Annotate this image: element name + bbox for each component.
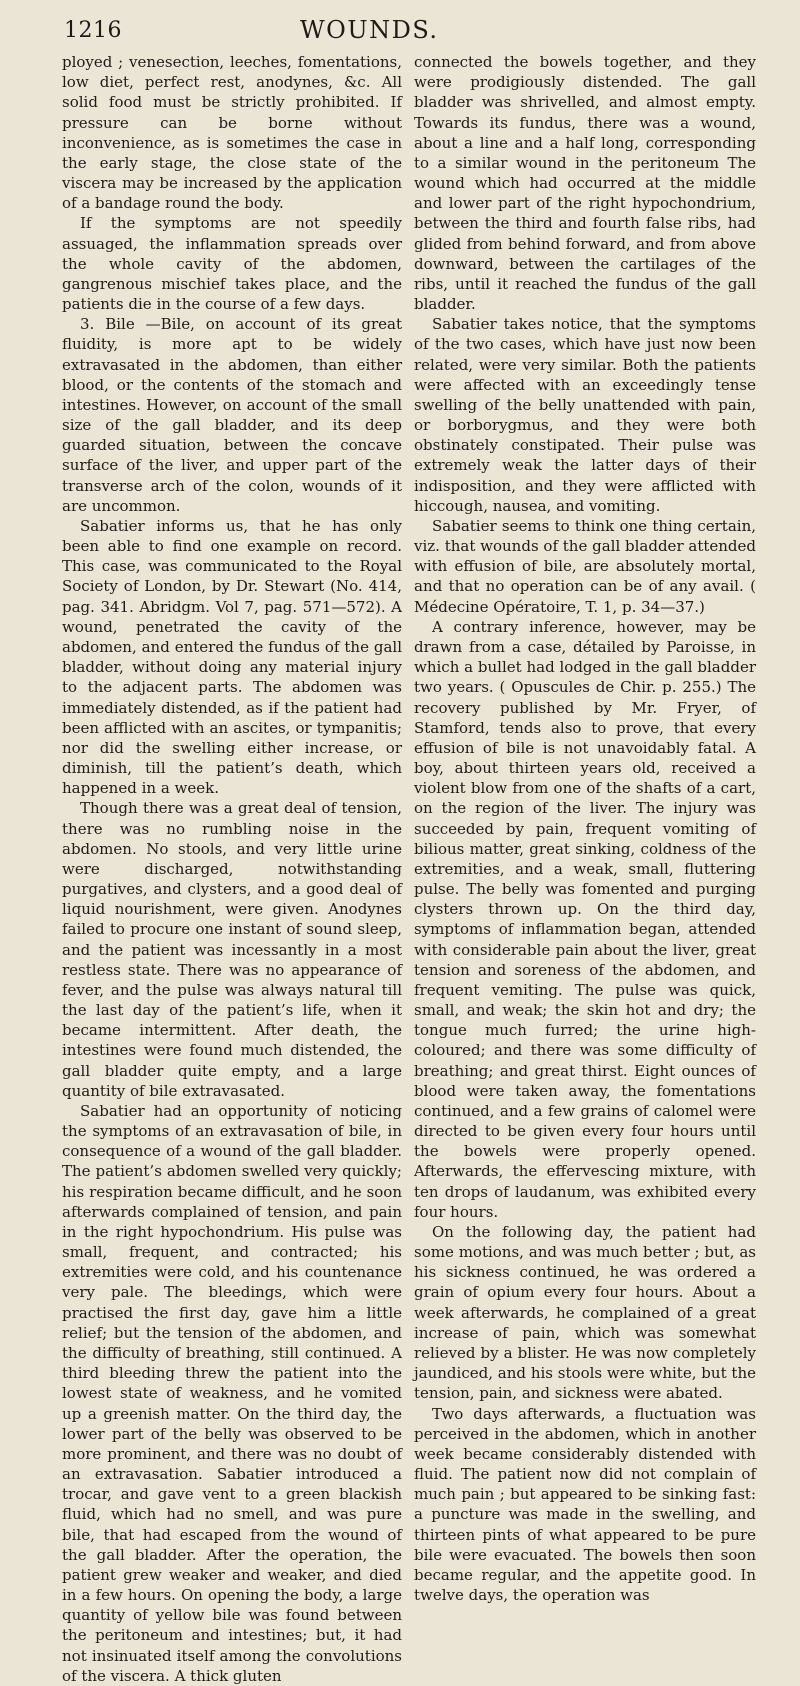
paragraph: Sabatier informs us, that he has only been able to find one example on record. This case, was communicated to the Royal Society of London, by Dr. Stewart (No. 414, pag. 341. Abridgm. Vol 7, pag. 571—572). A wound, penetrated the cavity of the abdomen, and entered the fundus of the gall bladder, without doing any material injury to the adjacent parts. The abdomen was immediately distended, as if the patient had been afflicted with an ascites, or tympanitis; nor did the swelling either increase, or diminish, till the patient’s death, which happened in a week.: [62, 516, 402, 798]
paragraph: Sabatier seems to think one thing certain, viz. that wounds of the gall bladder attended with effusion of bile, are absolutely mortal, and that no operation can be of any avail. ( Médecine Opératoire, T. 1, p. 34—37.): [414, 516, 756, 616]
page-number: 1216: [64, 18, 122, 43]
paragraph: If the symptoms are not speedily assuaged, the inflammation spreads over the whole cavity of the abdomen, gangrenous mischief takes place, and the patients die in the course of a few days.: [62, 214, 402, 314]
paragraph: ployed ; venesection, leeches, fomentations, low diet, perfect rest, anodynes, &c. All solid food must be strictly prohibited. If pressure can be borne without inconvenience, as is sometimes the case in the early stage, the close state of the viscera may be increased by the application of a bandage round the body.: [62, 53, 402, 213]
paragraph: connected the bowels together, and they were prodigiously distended. The gall bladder was shrivelled, and almost empty. Towards its fundus, there was a wound, about a line and a half long, corresponding to a similar wound in the peritoneum The wound which had occurred at the middle and lower part of the right hypochondrium, between the third and fourth false ribs, had glided from behind forward, and from above downward, between the cartilages of the ribs, until it reached the fundus of the gall bladder.: [414, 53, 756, 314]
right-column: [414, 52, 756, 1605]
paragraph: 3. Bile —Bile, on account of its great fluidity, is more apt to be widely extravasated in the abdomen, than either blood, or the contents of the stomach and intestines. However, on account of the small size of the gall bladder, and its deep guarded situation, between the concave surface of the liver, and upper part of the transverse arch of the colon, wounds of it are uncommon.: [62, 315, 402, 515]
left-column: [62, 52, 402, 1686]
paragraph: Two days afterwards, a fluctuation was perceived in the abdomen, which in another week became considerably distended with fluid. The patient now did not complain of much pain ; but appeared to be sinking fast: a puncture was made in the swelling, and thirteen pints of what appeared to be pure bile were evacuated. The bowels then soon became regular, and the appetite good. In twelve days, the operation was: [414, 1404, 756, 1605]
page-header: [0, 6, 800, 50]
paragraph: Sabatier takes notice, that the symptoms of the two cases, which have just now been related, were very similar. Both the patients were affected with an exceedingly tense swelling of the belly unattended with pain, or borborygmus, and they were both obstinately constipated. Their pulse was extremely weak the latter days of their indisposition, and they were afflicted with hiccough, nausea, and vomiting.: [414, 315, 756, 515]
running-head: WOUNDS.: [300, 16, 439, 44]
paragraph: On the following day, the patient had some motions, and was much better ; but, as his sickness continued, he was ordered a grain of opium every four hours. About a week afterwards, he complained of a great increase of pain, which was somewhat relieved by a blister. He was now completely jaundiced, and his stools were white, but the tension, pain, and sickness were abated.: [414, 1222, 756, 1403]
paragraph: Though there was a great deal of tension, there was no rumbling noise in the abdomen. No stools, and very little urine were discharged, notwithstanding purgatives, and clysters, and a good deal of liquid nourishment, were given. Anodynes failed to procure one instant of sound sleep, and the patient was incessantly in a most restless state. There was no appearance of fever, and the pulse was always natural till the last day of the patient’s life, when it became intermittent. After death, the intestines were found much distended, the gall bladder quite empty, and a large quantity of bile extravasated.: [62, 799, 402, 1100]
paragraph: A contrary inference, however, may be drawn from a case, détailed by Paroisse, in which a bullet had lodged in the gall bladder two years. ( Opuscules de Chir. p. 255.) The recovery published by Mr. Fryer, of Stamford, tends also to prove, that every effusion of bile is not unavoidably fatal. A boy, about thirteen years old, received a violent blow from one of the shafts of a cart, on the region of the liver. The injury was succeeded by pain, frequent vomiting of bilious matter, great sinking, coldness of the extremities, and a weak, small, fluttering pulse. The belly was fomented and purging clysters thrown up. On the third day, symptoms of inflammation began, attended with considerable pain about the liver, great tension and soreness of the abdomen, and frequent vemiting. The pulse was quick, small, and weak; the skin hot and dry; the tongue much furred; the urine high-coloured; and there was some difficulty of breathing; and great thirst. Eight ounces of blood were taken away, the fomentations continued, and a few grains of calomel were directed to be given every four hours until the bowels were properly opened. Afterwards, the effervescing mixture, with ten drops of laudanum, was exhibited every four hours.: [414, 617, 756, 1221]
paragraph: Sabatier had an opportunity of noticing the symptoms of an extravasation of bile, in consequence of a wound of the gall bladder. The patient’s abdomen swelled very quickly; his respiration became difficult, and he soon afterwards complained of tension, and pain in the right hypochondrium. His pulse was small, frequent, and contracted; his extremities were cold, and his countenance very pale. The bleedings, which were practised the first day, gave him a little relief; but the tension of the abdomen, and the difficulty of breathing, still continued. A third bleeding threw the patient into the lowest state of weakness, and he vomited up a greenish matter. On the third day, the lower part of the belly was observed to be more prominent, and there was no doubt of an extravasation. Sabatier introduced a trocar, and gave vent to a green blackish fluid, which had no smell, and was pure bile, that had escaped from the wound of the gall bladder. After the operation, the patient grew weaker and weaker, and died in a few hours. On opening the body, a large quantity of yellow bile was found between the peritoneum and intestines; but, it had not insinuated itself among the convolutions of the viscera. A thick gluten: [62, 1101, 402, 1685]
